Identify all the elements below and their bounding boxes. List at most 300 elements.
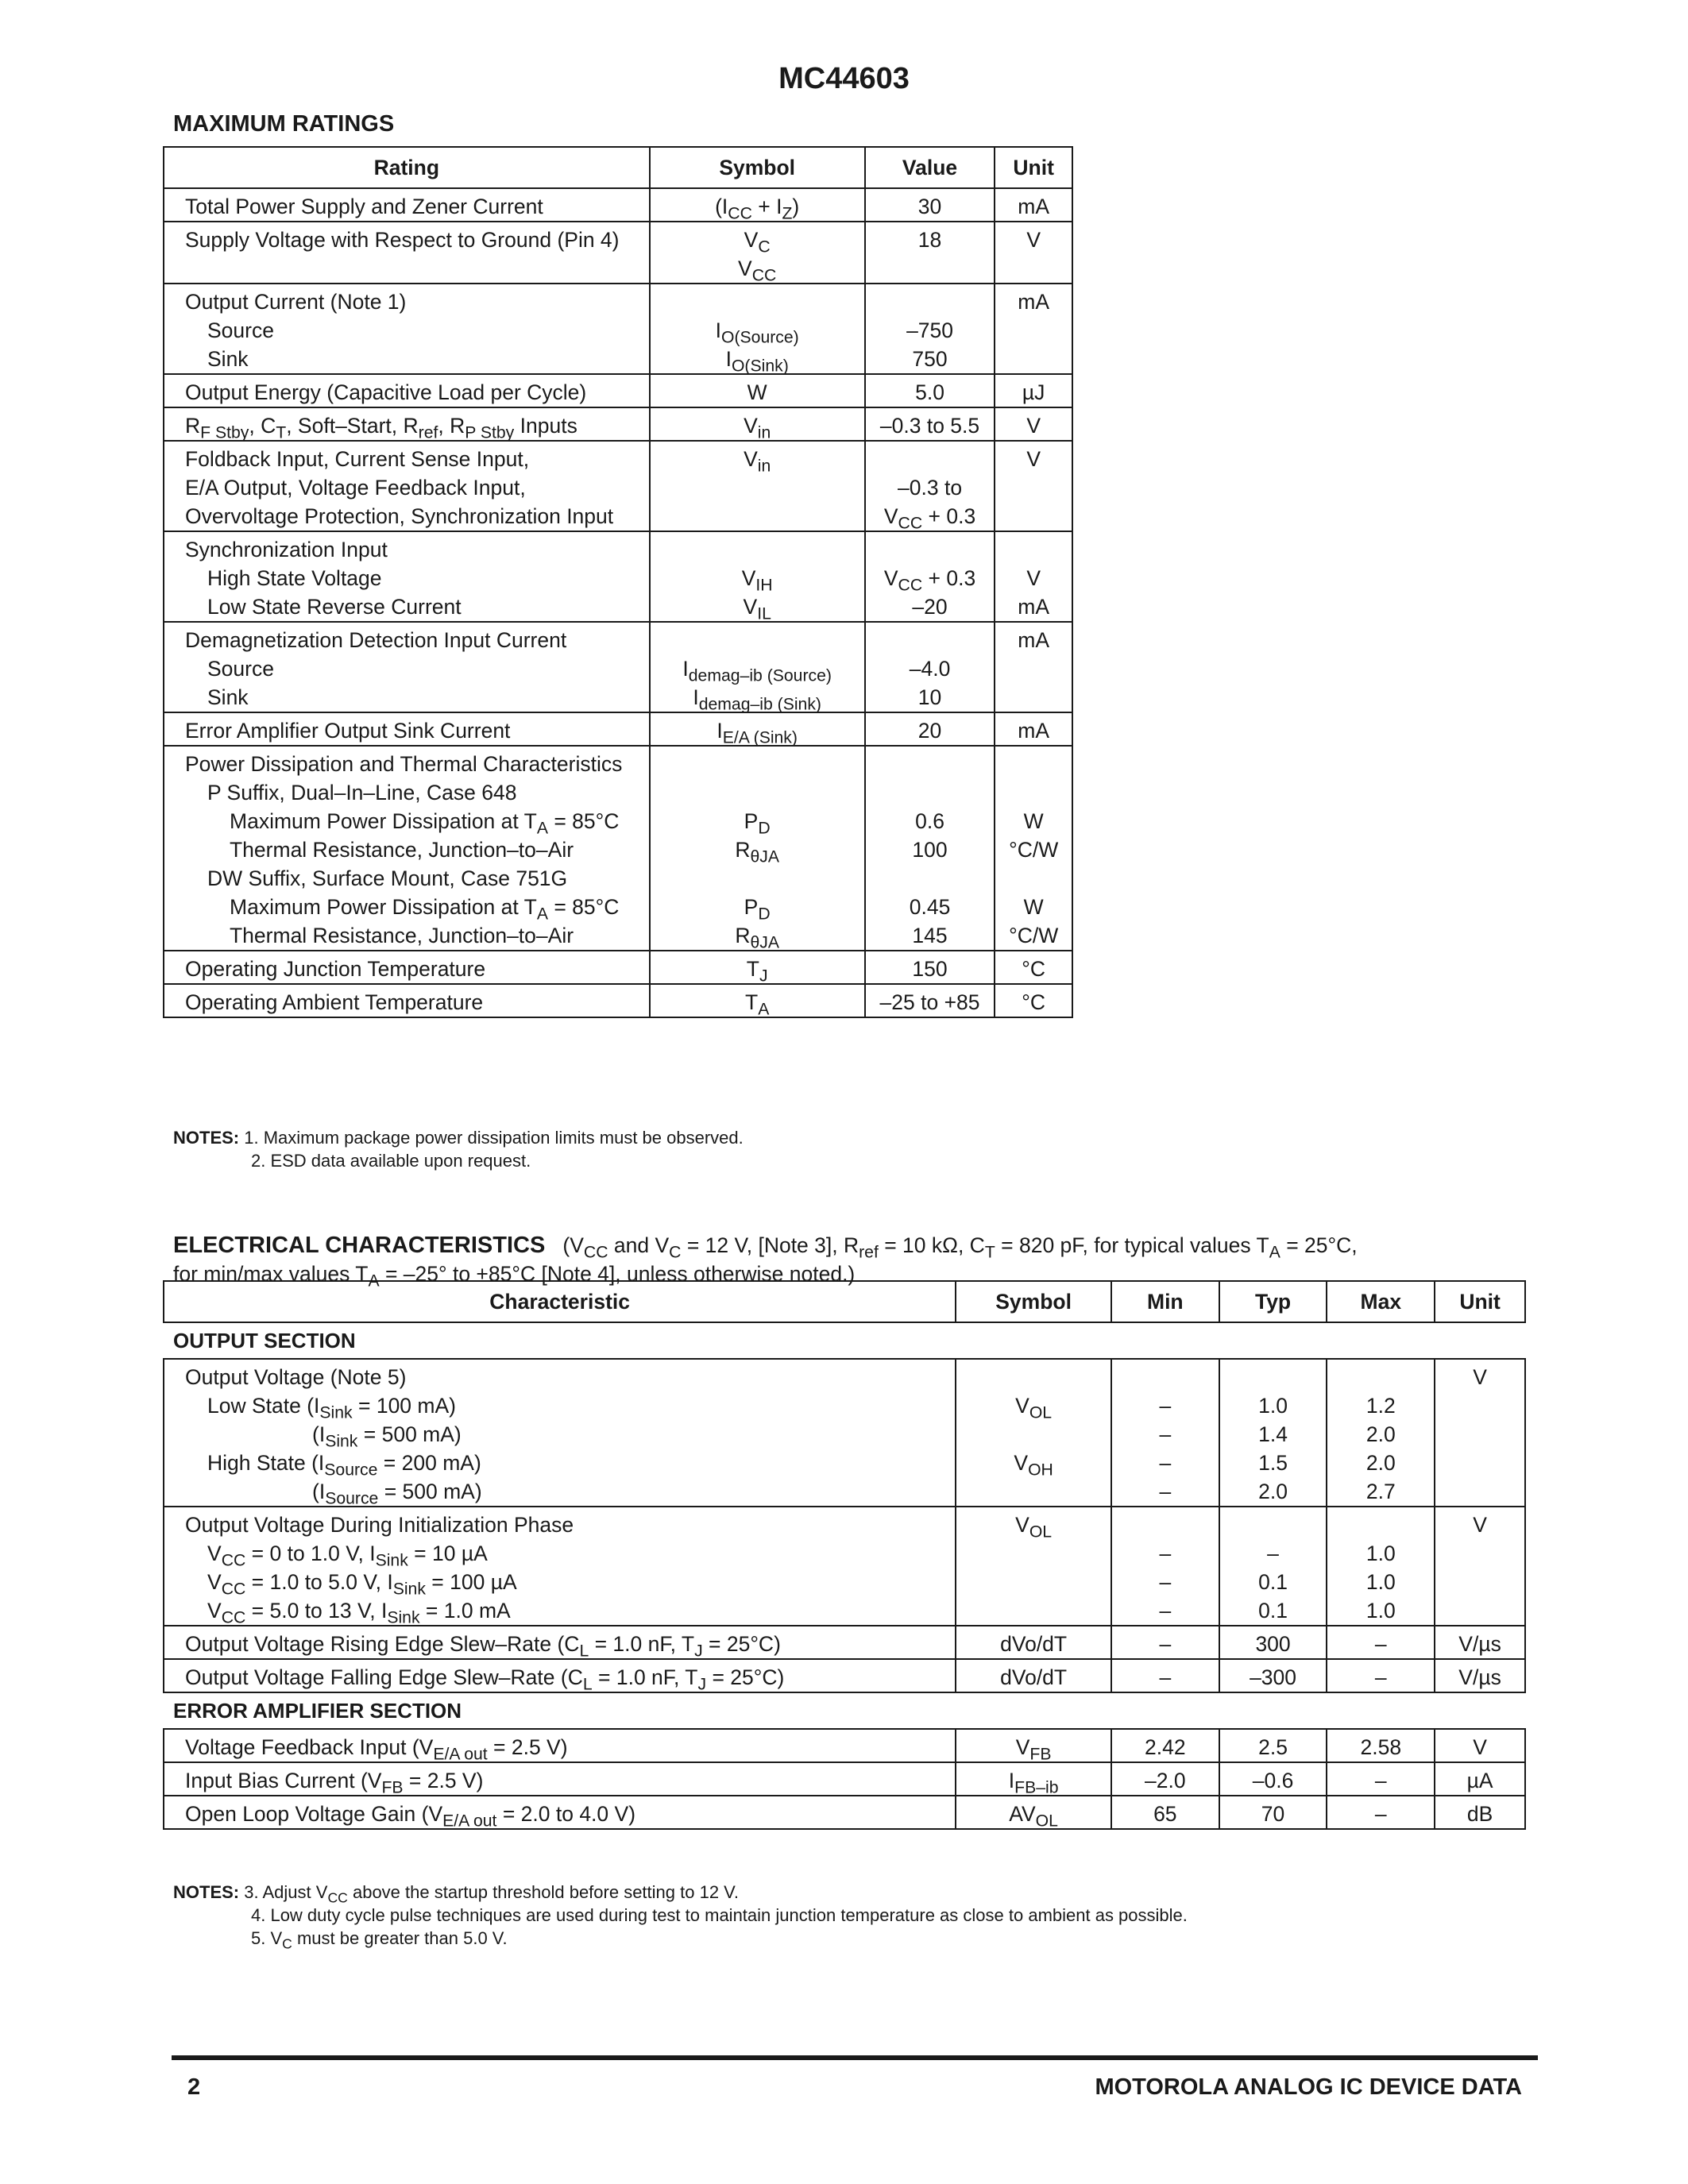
rating-cell [164, 188, 650, 222]
unit-line: µJ [1022, 380, 1045, 404]
symbol-cell [956, 1626, 1111, 1659]
max-line: 2.0 [1365, 1451, 1396, 1475]
symbol-cell [650, 951, 865, 984]
unit-line: mA [1018, 290, 1050, 314]
rating-line: Supply Voltage with Respect to Ground (Pin 4) [185, 228, 620, 252]
typ-line: 0.1 [1258, 1599, 1288, 1623]
value-line: –0.3 to 5.5 [879, 414, 980, 438]
symbol-line: $AV_{OL}$ [1009, 1802, 1058, 1831]
rating-cell [164, 222, 650, 284]
unit-line: mA [1018, 628, 1050, 652]
max-cell [1327, 1729, 1435, 1762]
col-header-rating: Rating [164, 147, 650, 188]
unit-line [995, 750, 1072, 778]
symbol-line [651, 287, 864, 316]
min-line: – [1159, 1542, 1172, 1565]
symbol-cell [650, 284, 865, 374]
rating-line: Sink [207, 685, 249, 709]
max-line: – [1374, 1769, 1387, 1792]
typ-cell [1219, 1626, 1327, 1659]
symbol-line: $V_{OL}$ [1015, 1394, 1053, 1422]
unit-cell [995, 374, 1072, 407]
typ-line: –300 [1250, 1665, 1297, 1689]
table-row [164, 1762, 1525, 1796]
symbol-line: $V_{IH}$ [741, 566, 773, 595]
characteristic-cell [164, 1729, 956, 1762]
rating-line: Low State Reverse Current [207, 595, 462, 619]
unit-line: °C/W [1009, 838, 1059, 862]
max-line: 1.0 [1365, 1599, 1396, 1623]
typ-line: 70 [1261, 1802, 1285, 1826]
characteristic-line: Output Voltage (Note 5) [185, 1365, 407, 1389]
value-line: –0.3 to [898, 476, 963, 500]
table-row [164, 951, 1072, 984]
rating-cell [164, 746, 650, 951]
max-cell [1327, 1762, 1435, 1796]
symbol-line: $I_{O(Sink)}$ [725, 347, 789, 376]
min-line: – [1159, 1665, 1172, 1689]
rating-cell [164, 407, 650, 441]
characteristic-cell [164, 1762, 956, 1796]
table-row [164, 984, 1072, 1017]
symbol-line: $V_{IL}$ [743, 595, 771, 623]
table-row [164, 222, 1072, 284]
value-line: 750 [912, 347, 948, 371]
characteristic-line: Input Bias Current ($V_{FB} = 2.5$ V) [185, 1769, 484, 1797]
rating-line: E/A Output, Voltage Feedback Input, [185, 476, 526, 500]
value-line: 10 [917, 685, 942, 709]
value-cell [865, 531, 995, 622]
min-line: 2.42 [1145, 1735, 1186, 1759]
col-header-min: Min [1111, 1281, 1219, 1322]
rating-cell [164, 712, 650, 746]
typ-cell [1219, 1359, 1327, 1507]
characteristic-line: Output Voltage Falling Edge Slew–Rate ($C_L = 1.0$ nF, $T_J = 25^\circ C$) [185, 1665, 785, 1694]
rating-cell [164, 951, 650, 984]
page-number: 2 [187, 2074, 201, 2100]
unit-cell [1435, 1659, 1525, 1692]
symbol-line [956, 1363, 1111, 1391]
typ-line: –0.6 [1252, 1769, 1294, 1792]
value-line: 0.45 [909, 895, 951, 919]
max-cell [1327, 1659, 1435, 1692]
value-line: –20 [912, 595, 948, 619]
typ-line: 2.5 [1258, 1735, 1288, 1759]
unit-line: mA [1018, 595, 1050, 619]
rating-line: Maximum Power Dissipation at $T_A = 85^\circ C$ [230, 895, 620, 924]
symbol-line [956, 1420, 1111, 1449]
rating-line: DW Suffix, Surface Mount, Case 751G [207, 866, 568, 890]
col-header-max: Max [1327, 1281, 1435, 1322]
unit-line [995, 778, 1072, 807]
unit-cell [995, 622, 1072, 712]
min-cell [1111, 1762, 1219, 1796]
typ-cell [1219, 1659, 1327, 1692]
rating-cell [164, 984, 650, 1017]
typ-line: 1.5 [1258, 1451, 1288, 1475]
elec-char-notes [173, 1881, 1188, 1950]
unit-line: W [1023, 895, 1044, 919]
symbol-cell [650, 531, 865, 622]
rating-line: Output Energy (Capacitive Load per Cycle) [185, 380, 587, 404]
min-line: – [1159, 1599, 1172, 1623]
unit-cell [995, 222, 1072, 284]
characteristic-cell [164, 1626, 956, 1659]
symbol-line: $V_{in}$ [744, 414, 771, 442]
rating-line: Source [207, 657, 274, 681]
max-line: 2.7 [1365, 1480, 1396, 1503]
value-cell [865, 984, 995, 1017]
value-line: 150 [912, 957, 948, 981]
note-3: 3. Adjust $V_{CC}$ above the startup threshold before setting to 12 V. [244, 1882, 739, 1906]
max-line: 2.58 [1360, 1735, 1402, 1759]
unit-line: °C [1022, 990, 1046, 1014]
rating-line: Demagnetization Detection Input Current [185, 628, 567, 652]
characteristic-line: High State ($I_{Source} = 200$ mA) [207, 1451, 481, 1480]
symbol-line [651, 750, 864, 778]
symbol-line: $P_D$ [744, 809, 771, 838]
max-cell [1327, 1507, 1435, 1626]
table-row [164, 374, 1072, 407]
note-5: 5. $V_C$ must be greater than 5.0 V. [251, 1928, 508, 1952]
unit-cell [995, 441, 1072, 531]
unit-cell [995, 531, 1072, 622]
max-line: 2.0 [1365, 1422, 1396, 1446]
unit-line: mA [1018, 195, 1050, 218]
max-ratings-title: MAXIMUM RATINGS [173, 111, 395, 137]
unit-cell [995, 746, 1072, 951]
rating-cell [164, 622, 650, 712]
symbol-line [651, 626, 864, 654]
max-line [1327, 1363, 1434, 1391]
symbol-line: $(I_{CC} + I_Z)$ [715, 195, 800, 223]
symbol-cell [650, 188, 865, 222]
max-line: 1.0 [1365, 1542, 1396, 1565]
value-cell [865, 222, 995, 284]
characteristic-cell [164, 1659, 956, 1692]
max-cell [1327, 1359, 1435, 1507]
value-cell [865, 188, 995, 222]
symbol-line: $V_{CC}$ [738, 257, 777, 285]
footer-publisher: MOTOROLA ANALOG IC DEVICE DATA [1095, 2074, 1522, 2100]
typ-line: 1.4 [1258, 1422, 1288, 1446]
rating-line: Synchronization Input [185, 538, 388, 561]
symbol-line: $V_{OL}$ [1015, 1513, 1053, 1542]
col-header-typ: Typ [1219, 1281, 1327, 1322]
output-section-row [164, 1322, 1525, 1359]
unit-cell [1435, 1359, 1525, 1507]
page-title: MC44603 [778, 62, 910, 95]
col-header-unit: Unit [995, 147, 1072, 188]
symbol-cell [956, 1796, 1111, 1829]
notes-label: NOTES: [173, 1128, 240, 1148]
table-row [164, 1507, 1525, 1626]
note-4: 4. Low duty cycle pulse techniques are used during test to maintain junction temperature as close to ambient as possible. [251, 1905, 1188, 1925]
table-row [164, 284, 1072, 374]
symbol-line: W [747, 380, 767, 404]
characteristic-line: $V_{CC} = 1.0$ to 5.0 V, $I_{Sink} = 100$ µA [207, 1570, 517, 1599]
elec-char-table [163, 1280, 1526, 1830]
value-line: 5.0 [915, 380, 944, 404]
symbol-cell [956, 1359, 1111, 1507]
value-line [866, 445, 995, 473]
characteristic-line: Voltage Feedback Input ($V_{E/A out} = 2.5$ V) [185, 1735, 568, 1764]
symbol-line: $V_{OH}$ [1014, 1451, 1053, 1480]
typ-cell [1219, 1507, 1327, 1626]
characteristic-cell [164, 1507, 956, 1626]
rating-line: Total Power Supply and Zener Current [185, 195, 543, 218]
rating-line: Power Dissipation and Thermal Characteristics [185, 752, 623, 776]
section-label: OUTPUT SECTION [164, 1322, 1525, 1359]
unit-cell [1435, 1762, 1525, 1796]
rating-cell [164, 441, 650, 531]
table-row [164, 1659, 1525, 1692]
unit-line: °C [1022, 957, 1046, 981]
symbol-cell [956, 1762, 1111, 1796]
unit-line: V [1026, 228, 1041, 252]
value-line [866, 287, 995, 316]
table-row [164, 407, 1072, 441]
min-line [1112, 1511, 1219, 1539]
typ-line: 2.0 [1258, 1480, 1288, 1503]
elec-char-conditions-2: for min/max values $T_A = -25^\circ$ to +85°C [Note 4], unless otherwise noted.) [173, 1262, 856, 1291]
characteristic-line: Output Voltage During Initialization Phase [185, 1513, 574, 1537]
symbol-line: $I_{FB-ib}$ [1008, 1769, 1059, 1797]
typ-line: – [1267, 1542, 1279, 1565]
max-line [1327, 1511, 1434, 1539]
max-line: – [1374, 1802, 1387, 1826]
value-line: $V_{CC} + 0.3$ [883, 566, 976, 595]
table-row [164, 531, 1072, 622]
elec-char-title: ELECTRICAL CHARACTERISTICS [173, 1233, 546, 1258]
symbol-cell [650, 441, 865, 531]
table-row [164, 441, 1072, 531]
unit-line: W [1023, 809, 1044, 833]
symbol-cell [650, 984, 865, 1017]
note-2: 2. ESD data available upon request. [251, 1151, 531, 1171]
min-cell [1111, 1659, 1219, 1692]
min-line: – [1159, 1632, 1172, 1656]
symbol-cell [650, 222, 865, 284]
symbol-line: $T_A$ [745, 990, 770, 1019]
col-header-characteristic: Characteristic [164, 1281, 956, 1322]
value-line: 30 [917, 195, 942, 218]
symbol-cell [956, 1659, 1111, 1692]
value-line [866, 864, 995, 893]
rating-line: Overvoltage Protection, Synchronization Input [185, 504, 614, 528]
typ-line [1220, 1511, 1327, 1539]
typ-cell [1219, 1729, 1327, 1762]
symbol-line: $I_{O(Source)}$ [715, 318, 799, 347]
col-header-value: Value [865, 147, 995, 188]
table-row [164, 746, 1072, 951]
rating-line: Source [207, 318, 274, 342]
min-cell [1111, 1626, 1219, 1659]
symbol-cell [650, 712, 865, 746]
symbol-cell [650, 407, 865, 441]
unit-line: V/µs [1458, 1665, 1501, 1689]
col-header-symbol: Symbol [650, 147, 865, 188]
rating-line: Operating Junction Temperature [185, 957, 486, 981]
characteristic-line: Low State ($I_{Sink} = 100$ mA) [207, 1394, 456, 1422]
unit-line: µA [1466, 1769, 1493, 1792]
min-line: 65 [1153, 1802, 1177, 1826]
unit-line: dB [1466, 1802, 1493, 1826]
unit-line [995, 535, 1072, 564]
rating-cell [164, 531, 650, 622]
value-cell [865, 441, 995, 531]
unit-line: mA [1018, 719, 1050, 743]
table-row [164, 1729, 1525, 1762]
symbol-line: $V_C$ [744, 228, 771, 257]
value-cell [865, 284, 995, 374]
unit-line: V [1026, 566, 1041, 590]
symbol-line [956, 1477, 1111, 1506]
characteristic-line: ($I_{Sink} = 500$ mA) [312, 1422, 462, 1451]
typ-line: 1.0 [1258, 1394, 1288, 1418]
value-line: –750 [906, 318, 954, 342]
section-label: ERROR AMPLIFIER SECTION [164, 1692, 1525, 1729]
typ-line [1220, 1363, 1327, 1391]
typ-line: 300 [1255, 1632, 1291, 1656]
unit-cell [995, 188, 1072, 222]
min-line: – [1159, 1394, 1172, 1418]
value-line: $V_{CC} + 0.3$ [883, 504, 976, 533]
value-cell [865, 622, 995, 712]
symbol-line [651, 864, 864, 893]
max-cell [1327, 1626, 1435, 1659]
characteristic-line: $V_{CC} = 5.0$ to 13 V, $I_{Sink} = 1.0$ mA [207, 1599, 511, 1627]
value-line [866, 535, 995, 564]
table-row [164, 1359, 1525, 1507]
rating-cell [164, 374, 650, 407]
symbol-line: $P_D$ [744, 895, 771, 924]
unit-line [995, 864, 1072, 893]
unit-cell [995, 407, 1072, 441]
unit-line: V [1026, 447, 1041, 471]
symbol-line: $V_{FB}$ [1015, 1735, 1052, 1764]
unit-cell [995, 712, 1072, 746]
symbol-line: $I_{demag-ib (Sink)}$ [693, 685, 821, 714]
max-line: – [1374, 1665, 1387, 1689]
unit-line: V [1473, 1513, 1487, 1537]
max-cell [1327, 1796, 1435, 1829]
max-ratings-table [163, 146, 1073, 1018]
rating-line: P Suffix, Dual–In–Line, Case 648 [207, 781, 517, 805]
rating-line: High State Voltage [207, 566, 382, 590]
max-line: – [1374, 1632, 1387, 1656]
elec-char-header-row [164, 1281, 1525, 1322]
symbol-line [651, 535, 864, 564]
rating-line: Maximum Power Dissipation at $T_A = 85^\circ C$ [230, 809, 620, 838]
min-line [1112, 1363, 1219, 1391]
min-line: – [1159, 1480, 1172, 1503]
value-line: 0.6 [915, 809, 944, 833]
min-line: –2.0 [1145, 1769, 1186, 1792]
rating-line: Operating Ambient Temperature [185, 990, 484, 1014]
rating-line: Thermal Resistance, Junction–to–Air [230, 838, 574, 862]
symbol-line: $T_J$ [746, 957, 768, 986]
characteristic-line: Open Loop Voltage Gain ($V_{E/A out} = 2.0$ to 4.0 V) [185, 1802, 636, 1831]
rating-line: Thermal Resistance, Junction–to–Air [230, 924, 574, 947]
min-cell [1111, 1359, 1219, 1507]
value-line: 100 [912, 838, 948, 862]
unit-line: V [1473, 1365, 1487, 1389]
value-line [866, 778, 995, 807]
symbol-line: $I_{E/A (Sink)}$ [717, 719, 798, 747]
value-line [866, 750, 995, 778]
symbol-cell [956, 1729, 1111, 1762]
value-cell [865, 951, 995, 984]
typ-cell [1219, 1762, 1327, 1796]
min-line: – [1159, 1570, 1172, 1594]
rating-line: Sink [207, 347, 249, 371]
symbol-line: dVo/dT [1000, 1665, 1068, 1689]
value-line: –4.0 [909, 657, 951, 681]
symbol-line: dVo/dT [1000, 1632, 1068, 1656]
min-cell [1111, 1796, 1219, 1829]
unit-line: V/µs [1458, 1632, 1501, 1656]
characteristic-line: Output Voltage Rising Edge Slew–Rate ($C_L = 1.0$ nF, $T_J = 25^\circ C$) [185, 1632, 781, 1661]
unit-line: V [1473, 1735, 1487, 1759]
symbol-cell [650, 622, 865, 712]
value-line [866, 626, 995, 654]
symbol-line: $R_{\theta JA}$ [735, 924, 779, 952]
note-1: 1. Maximum package power dissipation limits must be observed. [244, 1128, 744, 1148]
value-cell [865, 712, 995, 746]
unit-cell [1435, 1729, 1525, 1762]
col-header-unit: Unit [1435, 1281, 1525, 1322]
min-cell [1111, 1729, 1219, 1762]
unit-line: °C/W [1009, 924, 1059, 947]
max-ratings-notes [173, 1126, 744, 1172]
table-row [164, 1626, 1525, 1659]
typ-cell [1219, 1796, 1327, 1829]
max-line: 1.2 [1365, 1394, 1396, 1418]
col-header-symbol: Symbol [956, 1281, 1111, 1322]
min-line: – [1159, 1451, 1172, 1475]
symbol-cell [956, 1507, 1111, 1626]
min-line: – [1159, 1422, 1172, 1446]
unit-cell [995, 284, 1072, 374]
rating-line: Error Amplifier Output Sink Current [185, 719, 511, 743]
symbol-line: $R_{\theta JA}$ [735, 838, 779, 866]
error-amplifier-section-row [164, 1692, 1525, 1729]
typ-line: 0.1 [1258, 1570, 1288, 1594]
unit-cell [1435, 1626, 1525, 1659]
characteristic-cell [164, 1796, 956, 1829]
max-ratings-header-row [164, 147, 1072, 188]
characteristic-line: $V_{CC} = 0$ to 1.0 V, $I_{Sink} = 10$ µA [207, 1542, 488, 1570]
rating-cell [164, 284, 650, 374]
value-cell [865, 746, 995, 951]
symbol-line [651, 778, 864, 807]
unit-cell [995, 951, 1072, 984]
symbol-cell [650, 374, 865, 407]
unit-line: V [1026, 414, 1041, 438]
table-row [164, 712, 1072, 746]
table-row [164, 622, 1072, 712]
unit-cell [1435, 1796, 1525, 1829]
symbol-line: $I_{demag-ib (Source)}$ [682, 657, 832, 685]
symbol-line: $V_{in}$ [744, 447, 771, 476]
value-cell [865, 374, 995, 407]
characteristic-cell [164, 1359, 956, 1507]
elec-char-conditions-1: ($V_{CC}$ and $V_C = 12$ V, [Note 3], $R_{ref} = 10$ kΩ, $C_T = 820$ pF, for typical values $T_A = 25^\circ C$, [562, 1233, 1358, 1262]
rating-line: Output Current (Note 1) [185, 290, 407, 314]
footer-rule [172, 2055, 1538, 2060]
value-line: 20 [917, 719, 942, 743]
